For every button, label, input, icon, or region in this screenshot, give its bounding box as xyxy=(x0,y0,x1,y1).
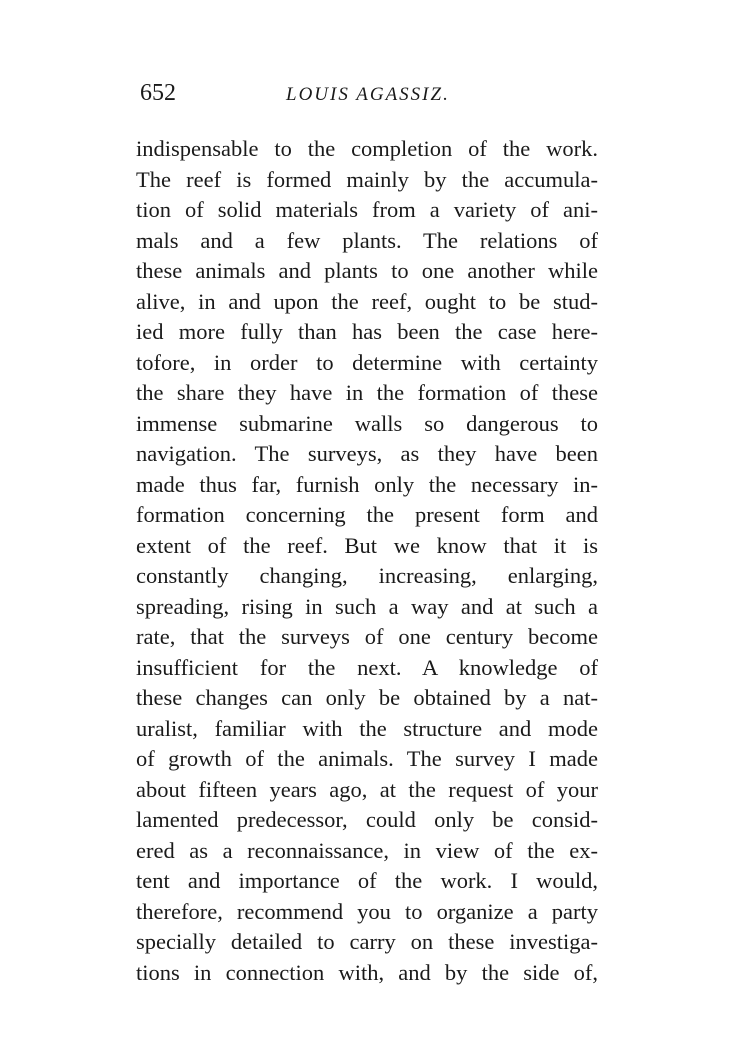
text-line: rate, that the surveys of one century become xyxy=(136,624,598,649)
text-line: The reef is formed mainly by the accumula- xyxy=(136,166,598,192)
text-line: lamented predecessor, could only be consid- xyxy=(136,807,598,832)
text-line: ied more fully than has been the case here- xyxy=(136,319,598,344)
text-line: about fifteen years ago, at the request of your xyxy=(136,776,598,802)
text-line: made thus far, furnish only the necessary in- xyxy=(136,471,598,497)
running-title: LOUIS AGASSIZ. xyxy=(286,84,450,105)
text-line: these changes can only be obtained by a nat- xyxy=(136,685,598,710)
text-line: mals and a few plants. The relations of xyxy=(136,227,598,253)
text-line: therefore, recommend you to organize a party xyxy=(136,898,598,924)
text-line: alive, in and upon the reef, ought to be stud- xyxy=(136,288,598,314)
text-line: indispensable to the completion of the work. xyxy=(136,136,598,161)
body-text xyxy=(136,134,598,988)
text-line: uralist, familiar with the structure and mode xyxy=(136,715,598,741)
text-line: formation concerning the present form and xyxy=(136,502,598,527)
text-line: these animals and plants to one another while xyxy=(136,258,598,283)
page-number: 652 xyxy=(140,80,176,106)
text-line: ered as a reconnaissance, in view of the ex- xyxy=(136,837,598,863)
text-line: tion of solid materials from a variety of ani- xyxy=(136,197,598,222)
text-line: tofore, in order to determine with certainty xyxy=(136,349,598,375)
text-line: navigation. The surveys, as they have been xyxy=(136,441,598,466)
text-line: specially detailed to carry on these investiga- xyxy=(136,929,598,954)
text-line: constantly changing, increasing, enlarging, xyxy=(136,563,598,588)
text-line: spreading, rising in such a way and at such a xyxy=(136,593,598,619)
text-line: immense submarine walls so dangerous to xyxy=(136,410,598,436)
text-line: extent of the reef. But we know that it is xyxy=(136,532,598,558)
text-line: insufficient for the next. A knowledge of xyxy=(136,654,598,680)
text-line: tent and importance of the work. I would, xyxy=(136,868,598,893)
text-line: of growth of the animals. The survey I made xyxy=(136,746,598,771)
text-line: tions in connection with, and by the side of, xyxy=(136,959,598,985)
text-line: the share they have in the formation of these xyxy=(136,380,598,405)
page-header xyxy=(140,80,600,110)
